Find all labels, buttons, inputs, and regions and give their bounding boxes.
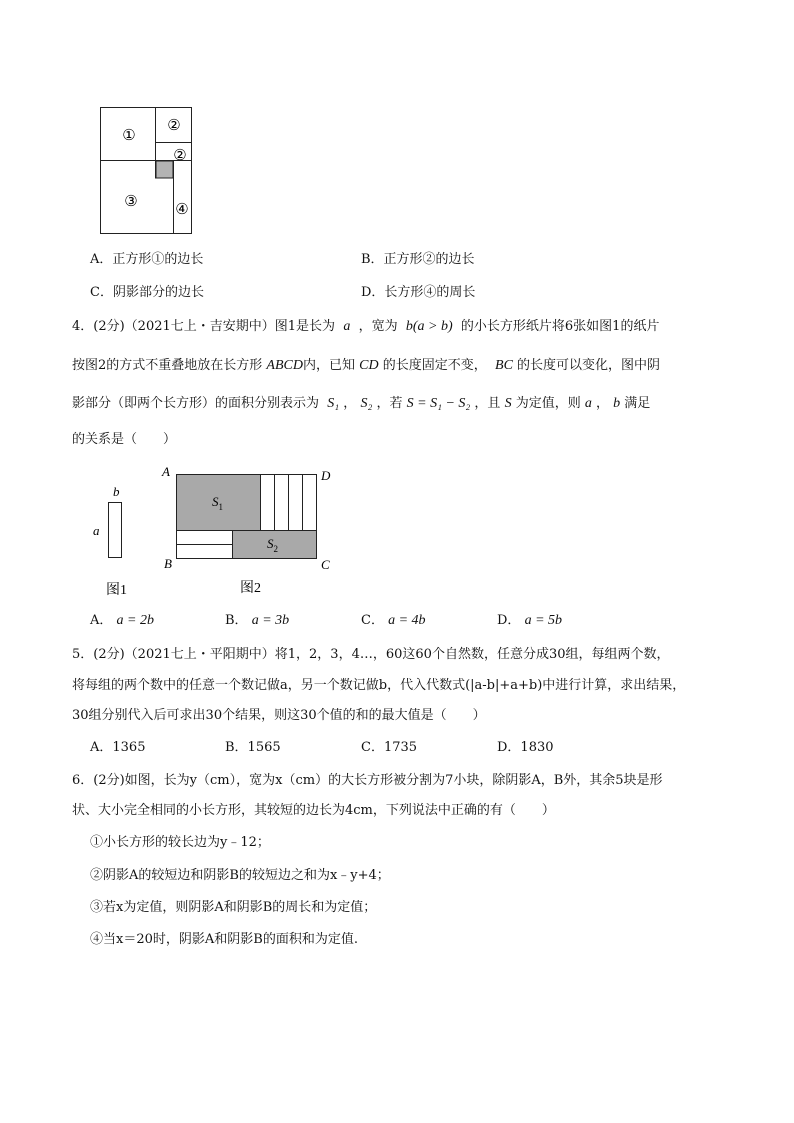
q6-item-3: ③若x为定值，则阴影A和阴影B的周长和为定值； xyxy=(90,900,377,915)
fig1-label-b: b xyxy=(113,484,120,499)
q3-option-b: B．正方形②的边长 xyxy=(361,252,475,267)
q6-line-1: 6．(2分)如图，长为y（cm），宽为x（cm）的大长方形被分割为7小块，除阴影A，B外，其余5块是形 xyxy=(72,773,663,788)
fig3-label-1: ① xyxy=(122,128,136,144)
q4-option-a: A． a = 2b xyxy=(90,613,154,628)
q4-option-c: C． a = 4b xyxy=(361,613,426,628)
q6-item-2: ②阴影A的较短边和阴影B的较短边之和为x﹣y+4； xyxy=(90,868,390,883)
fig3-label-2b: ② xyxy=(173,148,187,164)
fig1-rectangle xyxy=(109,503,122,558)
fig2-label-s1: $S_1$ xyxy=(212,494,223,512)
fig3-label-3: ③ xyxy=(124,194,138,210)
q5-line-1: 5．(2分)（2021七上・平阳期中）将1，2，3，4…，60这60个自然数，任意分成30组，每组两个数， xyxy=(72,647,670,662)
q5-option-a: A．1365 xyxy=(90,740,146,755)
q5-line-2: 将每组的两个数中的任意一个数记做a，另一个数记做b，代入代数式(|a-b|+a+b)中进行计算，求出结果， xyxy=(72,678,686,693)
fig2-vertex-d: D xyxy=(321,468,331,483)
q3-option-c: C．阴影部分的边长 xyxy=(90,285,204,300)
fig1-label-a: a xyxy=(93,523,100,538)
fig3-label-4: ④ xyxy=(175,202,189,218)
q5-option-c: C．1735 xyxy=(361,740,418,755)
q4-line-1: 4．(2分)（2021七上・吉安期中）图1是长为 a ，宽为 b(a > b) 的小长方形纸片将6张如图1的纸片 xyxy=(72,319,660,334)
q6-item-1: ①小长方形的较长边为y﹣12； xyxy=(90,835,270,850)
fig2-vertex-a: A xyxy=(162,464,170,479)
fig2-caption: 图2 xyxy=(240,581,261,596)
q6-item-4: ④当x＝20时，阴影A和阴影B的面积和为定值. xyxy=(90,932,358,947)
fig1-caption: 图1 xyxy=(106,583,127,598)
q4-line-3: 影部分（即两个长方形）的面积分别表示为 S₁ ， S₂ ，若 S = S₁ − S₂ ，且 S 为定值，则 a ， b 满足 xyxy=(72,396,651,411)
q3-option-a: A．正方形①的边长 xyxy=(90,252,204,267)
fig2-label-s2: $S_2$ xyxy=(267,536,278,554)
q4-option-d: D． a = 5b xyxy=(497,613,563,628)
fig2-vertex-c: C xyxy=(321,557,330,572)
q4-line-2: 按图2的方式不重叠地放在长方形 ABCD内，已知 CD 的长度固定不变， BC 的长度可以变化，图中阴 xyxy=(72,358,661,373)
fig2-vertex-b: B xyxy=(164,556,172,571)
q5-option-d: D．1830 xyxy=(497,740,554,755)
fig3-label-2a: ② xyxy=(167,118,181,134)
q4-option-b: B． a = 3b xyxy=(225,613,290,628)
q6-line-2: 状、大小完全相同的小长方形，其较短的边长为4cm，下列说法中正确的有（ ） xyxy=(72,803,555,818)
q5-line-3: 30组分别代入后可求出30个结果，则这30个值的和的最大值是（ ） xyxy=(72,708,486,723)
q4-line-4: 的关系是（ ） xyxy=(72,432,177,447)
q5-option-b: B．1565 xyxy=(225,740,281,755)
q3-option-d: D．长方形④的周长 xyxy=(361,285,476,300)
